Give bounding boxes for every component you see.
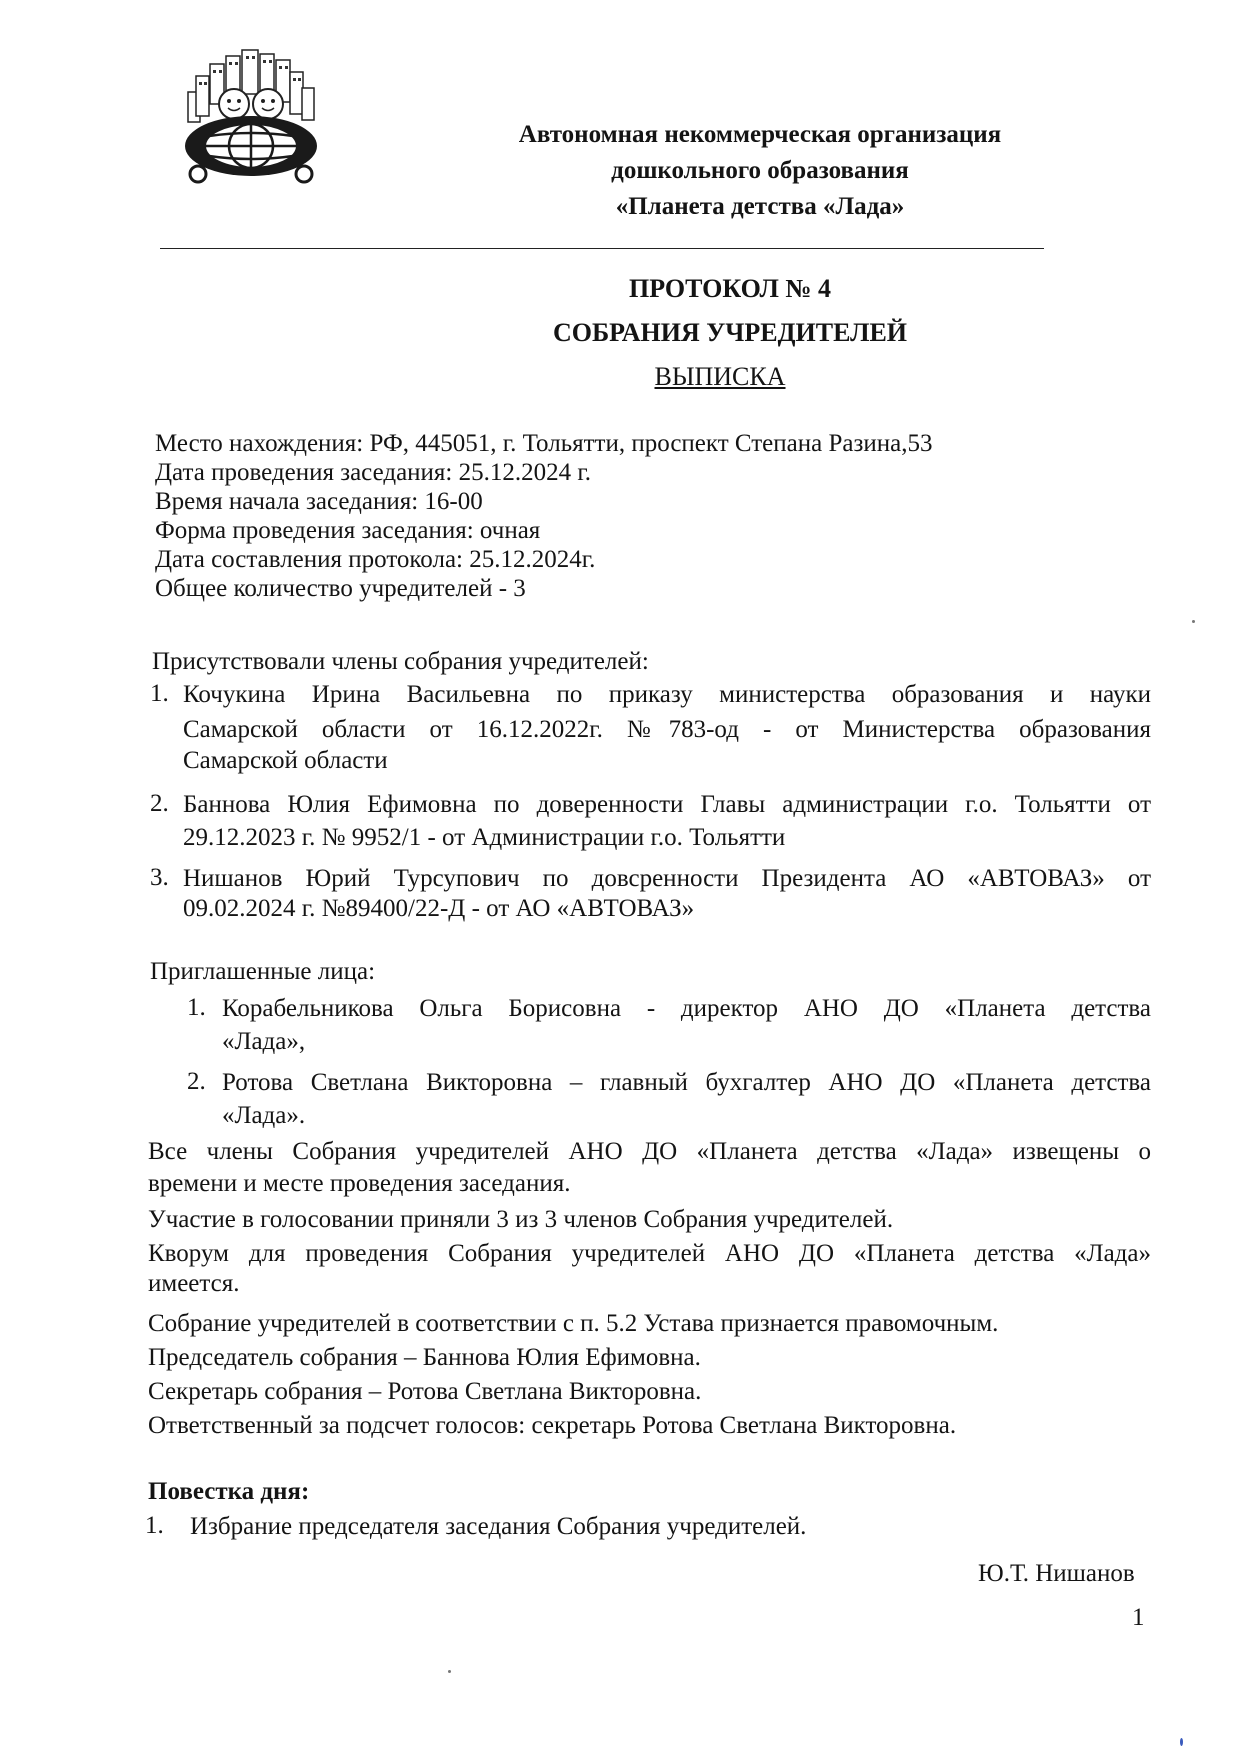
meeting-form-line: Форма проведения заседания: очная [155, 517, 541, 544]
quorum-line: Кворум для проведения Собрания учредителей АНО ДО «Планета детства «Лада» [148, 1240, 1151, 1267]
notification-line: времени и месте проведения заседания. [148, 1170, 571, 1197]
invited-line: Ротова Светлана Викторовна – главный бухгалтер АНО ДО «Планета детства [222, 1069, 1151, 1096]
quorum-line: имеется. [148, 1270, 240, 1297]
meeting-title: СОБРАНИЯ УЧРЕДИТЕЛЕЙ [552, 318, 908, 347]
list-number: 1. [145, 1512, 164, 1539]
protocol-title: ПРОТОКОЛ № 4 [628, 274, 832, 303]
founders-count-line: Общее количество учредителей - 3 [155, 575, 526, 602]
scan-speck [448, 1670, 451, 1673]
agenda-item: Избрание председателя заседания Собрания учредителей. [190, 1513, 807, 1540]
agenda-heading: Повестка дня: [148, 1478, 310, 1505]
list-number: 2. [187, 1068, 206, 1095]
protocol-date-line: Дата составления протокола: 25.12.2024г. [155, 546, 596, 573]
attendee-line: Кочукина Ирина Васильевна по приказу министерства образования и науки [183, 681, 1151, 708]
attendee-line: 09.02.2024 г. №89400/22-Д - от АО «АВТОВАЗ» [183, 895, 695, 922]
attendee-line: Самарской области от 16.12.2022г. №783-од - от Министерства образования [183, 716, 1151, 743]
attendee-line: Баннова Юлия Ефимовна по доверенности Главы администрации г.о. Тольятти от [183, 791, 1151, 818]
organization-name-line-1: Автономная некоммерческая организация [518, 121, 1002, 148]
page-number: 1 [1132, 1604, 1145, 1631]
attendee-line: Самарской области [183, 747, 388, 774]
organization-name-line-3: «Планета детства «Лада» [615, 193, 905, 220]
location-line: Место нахождения: РФ, 445051, г. Тольятти, проспект Степана Разина,53 [155, 430, 933, 457]
header-divider [160, 248, 1044, 249]
list-number: 3. [150, 864, 169, 891]
invited-heading: Приглашенные лица: [150, 958, 376, 985]
list-number: 1. [150, 680, 169, 707]
attendees-heading: Присутствовали члены собрания учредителей: [152, 648, 649, 675]
scan-speck [1192, 620, 1195, 623]
secretary-line: Секретарь собрания – Ротова Светлана Викторовна. [148, 1378, 702, 1405]
chair-line: Председатель собрания – Баннова Юлия Ефимовна. [148, 1344, 701, 1371]
notification-line: Все члены Собрания учредителей АНО ДО «Планета детства «Лада» извещены о [148, 1138, 1151, 1165]
invited-line: Корабельникова Ольга Борисовна - директор АНО ДО «Планета детства [222, 995, 1151, 1022]
list-number: 1. [187, 994, 206, 1021]
signature-name: Ю.Т. Нишанов [978, 1560, 1135, 1587]
attendee-line: 29.12.2023 г. № 9952/1 - от Администрации г.о. Тольятти [183, 824, 786, 851]
invited-line: «Лада». [222, 1102, 306, 1129]
organization-name-line-2: дошкольного образования [611, 157, 909, 184]
start-time-line: Время начала заседания: 16-00 [155, 488, 483, 515]
voting-line: Участие в голосовании приняли 3 из 3 членов Собрания учредителей. [148, 1206, 894, 1233]
organization-logo [176, 46, 336, 186]
validity-line: Собрание учредителей в соответствии с п. 5.2 Устава признается правомочным. [148, 1310, 999, 1337]
vote-counter-line: Ответственный за подсчет голосов: секретарь Ротова Светлана Викторовна. [148, 1412, 957, 1439]
meeting-date-line: Дата проведения заседания: 25.12.2024 г. [155, 459, 592, 486]
invited-line: «Лада», [222, 1028, 306, 1055]
scan-speck [1180, 1738, 1183, 1746]
extract-label: ВЫПИСКА [654, 362, 786, 391]
attendee-line: Нишанов Юрий Турсупович по довсренности Президента АО «АВТОВАЗ» от [183, 865, 1151, 892]
list-number: 2. [150, 790, 169, 817]
